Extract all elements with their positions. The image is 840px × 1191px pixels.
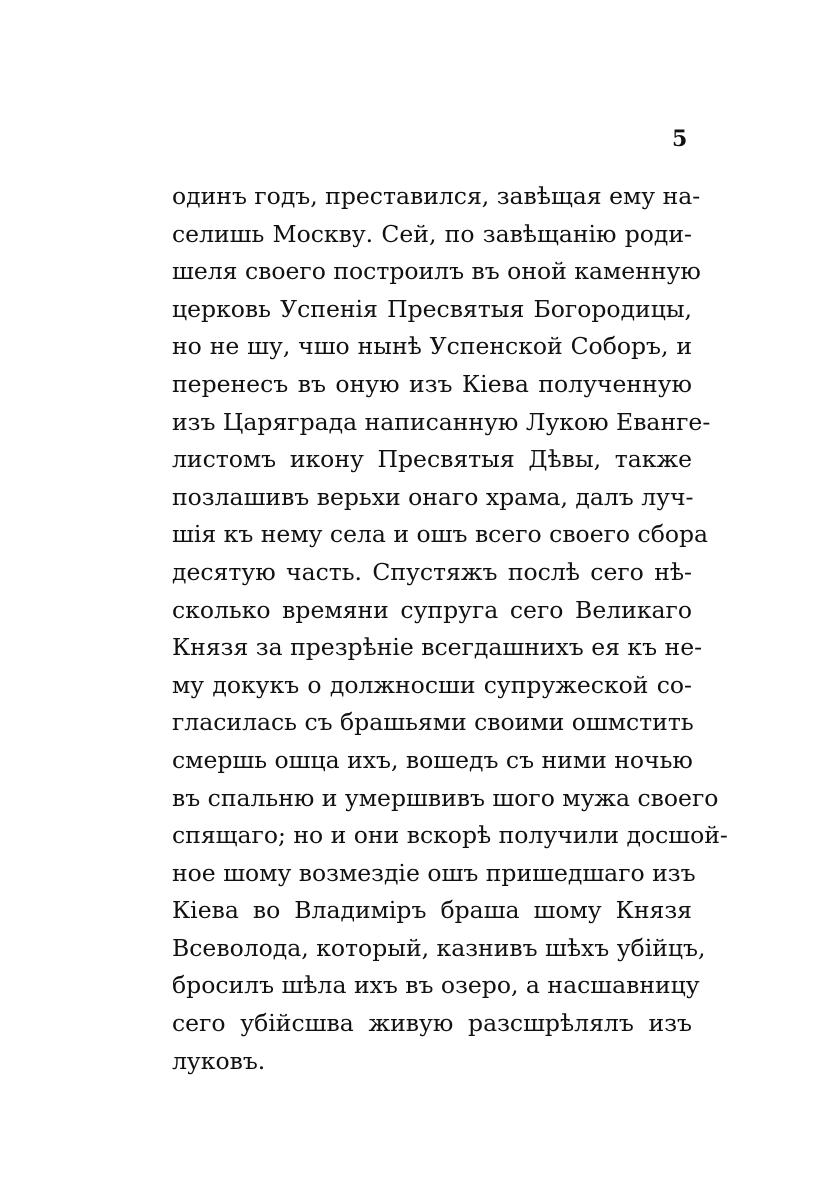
page-number: 5 — [672, 126, 688, 152]
text-line: въ спальню и умершвивъ шого мужа своего — [172, 783, 719, 812]
text-line: но не шу, чшо нынѣ Успенской Соборъ, и — [172, 332, 692, 361]
text-line: Князя за презрѣніе всегдашнихъ ея къ не- — [172, 633, 703, 662]
text-line: Всеволода, который, казнивъ шѣхъ убійцъ, — [172, 933, 706, 962]
text-line: церковь Успенія Пресвятыя Богородицы, — [172, 294, 692, 323]
text-line: позлашивъ верьхи онаго храма, далъ луч- — [172, 482, 694, 511]
text-line: сего убійсшва живую разсшрѣлялъ изъ — [172, 1009, 692, 1038]
text-line: спящаго; но и они вскорѣ получили досшой- — [172, 821, 728, 850]
text-line: селишь Москву. Сей, по завѣщанію роди- — [172, 219, 692, 248]
text-line: гласилась съ брашьями своими ошмстить — [172, 708, 694, 737]
text-line: десятую часть. Спустяжъ послѣ сего нѣ- — [172, 557, 692, 586]
text-line: бросилъ шѣла ихъ въ озеро, а насшавницу — [172, 971, 700, 1000]
text-line: му докукъ о должносши супружеской со- — [172, 670, 692, 699]
text-line: одинъ годъ, преставился, завѣщая ему на- — [172, 182, 701, 210]
text-line: луковъ. — [172, 1046, 266, 1075]
body-text — [172, 178, 728, 1080]
text-line: ное шому возмездіе ошъ пришедшаго изъ — [172, 858, 696, 887]
text-line: Кіева во Владиміръ браша шому Князя — [172, 896, 692, 925]
text-line: перенесъ въ оную изъ Кіева полученную — [172, 369, 692, 398]
text-line: изъ Царяграда написанную Лукою Еванге- — [172, 407, 711, 436]
text-line: шія къ нему села и ошъ всего своего сбора — [172, 520, 709, 549]
text-line: шеля своего построилъ въ оной каменную — [172, 257, 701, 286]
text-line: сколько времяни супруга сего Великаго — [172, 595, 692, 624]
text-line: смершь ошца ихъ, вошедъ съ ними ночью — [172, 745, 693, 774]
text-line: листомъ икону Пресвятыя Дѣвы, также — [172, 445, 692, 474]
